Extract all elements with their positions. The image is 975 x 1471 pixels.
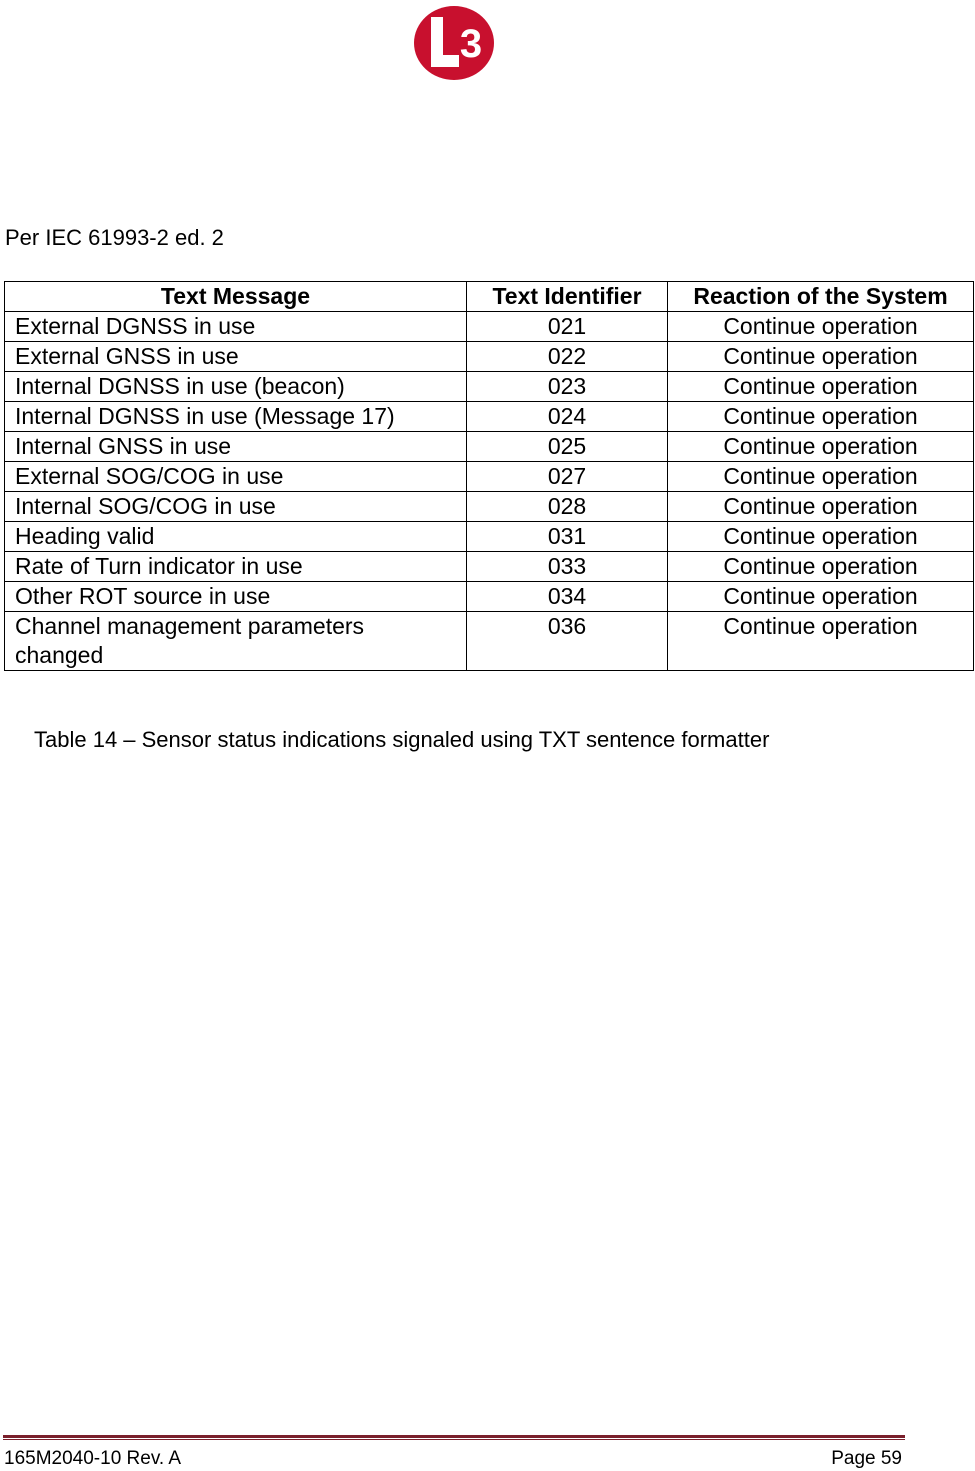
table-header-row [5,282,974,312]
text-message-cell: Channel management parameters changed [5,612,467,671]
table-row [5,432,974,462]
text-message-cell: Rate of Turn indicator in use [5,552,467,582]
reaction-cell: Continue operation [668,522,974,552]
table-row [5,612,974,671]
text-message-cell: External GNSS in use [5,342,467,372]
document-id: 165M2040-10 Rev. A [4,1448,182,1469]
header-text-identifier: Text Identifier [467,282,668,312]
text-message-cell: Internal DGNSS in use (beacon) [5,372,467,402]
page-number: Page 59 [831,1448,902,1469]
table-row [5,312,974,342]
text-identifier-cell: 027 [467,462,668,492]
text-identifier-cell: 021 [467,312,668,342]
text-message-cell: External SOG/COG in use [5,462,467,492]
standard-reference: Per IEC 61993-2 ed. 2 [5,225,224,250]
text-identifier-cell: 024 [467,402,668,432]
text-identifier-cell: 033 [467,552,668,582]
text-message-cell: Heading valid [5,522,467,552]
text-identifier-cell: 028 [467,492,668,522]
reaction-cell: Continue operation [668,372,974,402]
header-reaction: Reaction of the System [668,282,974,312]
table-row [5,402,974,432]
text-message-cell: Internal DGNSS in use (Message 17) [5,402,467,432]
text-message-cell: External DGNSS in use [5,312,467,342]
table-row [5,462,974,492]
text-identifier-cell: 023 [467,372,668,402]
reaction-cell: Continue operation [668,342,974,372]
header-text-message: Text Message [5,282,467,312]
reaction-cell: Continue operation [668,432,974,462]
reaction-cell: Continue operation [668,402,974,432]
footer-divider [3,1435,905,1440]
table-row [5,492,974,522]
reaction-cell: Continue operation [668,312,974,342]
text-message-cell: Other ROT source in use [5,582,467,612]
text-message-cell: Internal GNSS in use [5,432,467,462]
table-row [5,582,974,612]
reaction-cell: Continue operation [668,552,974,582]
table-row [5,552,974,582]
text-message-cell: Internal SOG/COG in use [5,492,467,522]
table-row [5,522,974,552]
l3-logo [413,5,495,81]
table-row [5,372,974,402]
text-identifier-cell: 034 [467,582,668,612]
reaction-cell: Continue operation [668,492,974,522]
text-identifier-cell: 031 [467,522,668,552]
reaction-cell: Continue operation [668,462,974,492]
reaction-cell: Continue operation [668,612,974,671]
text-identifier-cell: 022 [467,342,668,372]
text-identifier-cell: 036 [467,612,668,671]
svg-text:3: 3 [459,22,483,66]
table-row [5,342,974,372]
table-caption: Table 14 – Sensor status indications signaled using TXT sentence formatter [34,727,770,752]
reaction-cell: Continue operation [668,582,974,612]
text-identifier-cell: 025 [467,432,668,462]
sensor-status-table [4,281,974,671]
